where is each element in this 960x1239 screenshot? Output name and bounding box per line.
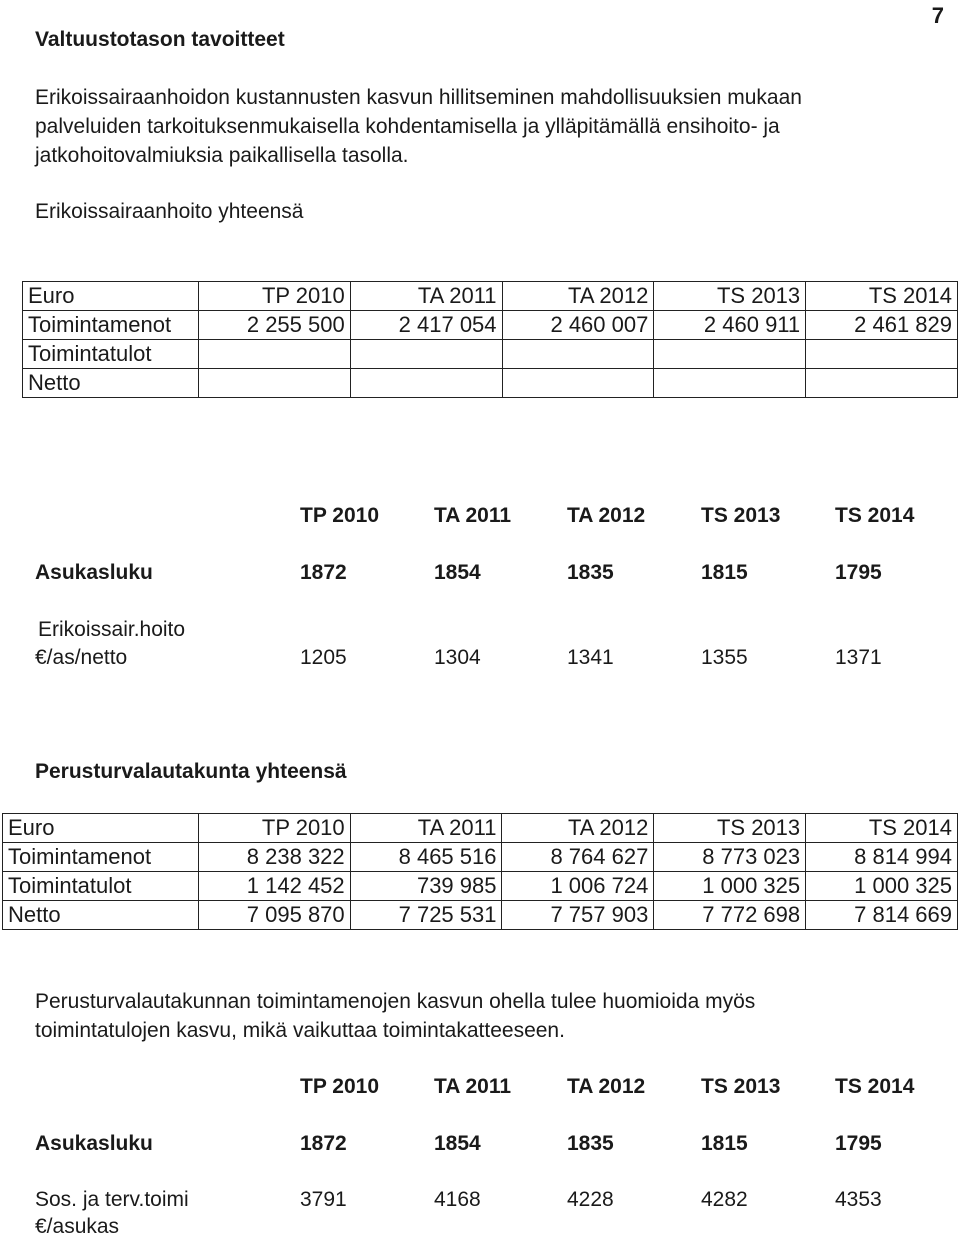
table-cell: TA 2012 (502, 282, 654, 311)
table-cell: 8 764 627 (502, 843, 654, 872)
table-cell: 7 757 903 (502, 901, 654, 930)
stats-value: 1835 (567, 1132, 614, 1155)
table-row (3, 872, 958, 901)
table-row (23, 340, 958, 369)
stats-row-label: Sos. ja terv.toimi (35, 1188, 189, 1211)
table-row (3, 901, 958, 930)
stats-value: 1341 (567, 646, 614, 669)
stats-column-header: TA 2012 (567, 504, 646, 527)
page-heading: Valtuustotason tavoitteet (35, 28, 285, 51)
table-cell: 8 238 322 (198, 843, 350, 872)
stats-value: 1205 (300, 646, 347, 669)
stats-column-header: TA 2011 (434, 504, 512, 527)
table-cell (502, 340, 654, 369)
table-cell: 7 814 669 (806, 901, 958, 930)
table-cell: 7 725 531 (350, 901, 502, 930)
stats-row-label: Asukasluku (35, 561, 153, 584)
table-cell: TP 2010 (198, 814, 350, 843)
stats-value: 1835 (567, 561, 614, 584)
table-cell: TS 2014 (806, 282, 958, 311)
stats-column-header: TP 2010 (300, 1075, 380, 1098)
stats-value: 1795 (835, 1132, 882, 1155)
table-header-row (23, 282, 958, 311)
table-header-row (3, 814, 958, 843)
table-cell: 7 772 698 (654, 901, 806, 930)
stats-value: 1872 (300, 1132, 347, 1155)
stats-row-label: €/as/netto (35, 646, 128, 669)
table-cell: Netto (23, 369, 199, 398)
table-cell: 2 417 054 (350, 311, 502, 340)
stats-value: 4282 (701, 1188, 748, 1211)
stats-value: 1355 (701, 646, 748, 669)
stats-value: 1795 (835, 561, 882, 584)
table-cell (502, 369, 654, 398)
table-cell: 739 985 (350, 872, 502, 901)
table-cell: TA 2011 (350, 282, 502, 311)
table-cell (350, 369, 502, 398)
table-cell: Euro (23, 282, 199, 311)
table-cell: Toimintatulot (23, 340, 199, 369)
stats-value: 1854 (434, 561, 481, 584)
stats-value: 1815 (701, 1132, 748, 1155)
table-row (23, 369, 958, 398)
table-cell: Toimintamenot (3, 843, 199, 872)
intro-line: palveluiden tarkoituksenmukaisella kohdentamisella ja ylläpitämällä ensihoito- ja (35, 115, 780, 138)
stats-column-header: TS 2014 (835, 1075, 915, 1098)
table-cell: Euro (3, 814, 199, 843)
stats-value: 4228 (567, 1188, 614, 1211)
table-cell: TS 2014 (806, 814, 958, 843)
section-title: Perusturvalautakunta yhteensä (35, 760, 347, 783)
stats-column-header: TS 2014 (835, 504, 915, 527)
stats-column-header: TS 2013 (701, 504, 781, 527)
table-cell (806, 340, 958, 369)
stats-row-label: €/asukas (35, 1215, 120, 1238)
table-cell: Toimintatulot (3, 872, 199, 901)
table-cell: TA 2011 (350, 814, 502, 843)
budget-table-1 (22, 281, 958, 398)
stats-column-header: TA 2012 (567, 1075, 646, 1098)
intro-line: Erikoissairaanhoidon kustannusten kasvun hillitseminen mahdollisuuksien mukaan (35, 86, 802, 109)
note-line: Perusturvalautakunnan toimintamenojen kasvun ohella tulee huomioida myös (35, 990, 756, 1013)
table-cell: TA 2012 (502, 814, 654, 843)
stats-value: 1872 (300, 561, 347, 584)
table-cell (350, 340, 502, 369)
stats-row-label: Erikoissair.hoito (38, 618, 186, 641)
table-cell: 1 000 325 (654, 872, 806, 901)
table-cell: TS 2013 (654, 814, 806, 843)
stats-value: 1304 (434, 646, 481, 669)
page-number: 7 (931, 3, 944, 28)
table-cell: Netto (3, 901, 199, 930)
table-cell (806, 369, 958, 398)
table-cell: 2 255 500 (198, 311, 350, 340)
stats-value: 1815 (701, 561, 748, 584)
stats-value: 1854 (434, 1132, 481, 1155)
table-row (23, 311, 958, 340)
section-title: Erikoissairaanhoito yhteensä (35, 200, 304, 223)
table-row (3, 843, 958, 872)
table-cell (198, 340, 350, 369)
stats-column-header: TA 2011 (434, 1075, 512, 1098)
intro-line: jatkohoitovalmiuksia paikallisella tasolla. (35, 144, 409, 167)
table-cell: 7 095 870 (198, 901, 350, 930)
stats-value: 4353 (835, 1188, 882, 1211)
table-cell: 8 814 994 (806, 843, 958, 872)
table-cell: 2 460 007 (502, 311, 654, 340)
table-cell: 1 006 724 (502, 872, 654, 901)
table-cell: Toimintamenot (23, 311, 199, 340)
stats-value: 1371 (835, 646, 882, 669)
note-line: toimintatulojen kasvu, mikä vaikuttaa toimintakatteeseen. (35, 1019, 565, 1042)
table-cell: 1 000 325 (806, 872, 958, 901)
table-cell: 2 461 829 (806, 311, 958, 340)
stats-value: 3791 (300, 1188, 347, 1211)
stats-value: 4168 (434, 1188, 481, 1211)
table-cell: 8 465 516 (350, 843, 502, 872)
table-cell: 1 142 452 (198, 872, 350, 901)
stats-column-header: TS 2013 (701, 1075, 781, 1098)
budget-table-2 (2, 813, 958, 930)
stats-row-label: Asukasluku (35, 1132, 153, 1155)
table-cell: 8 773 023 (654, 843, 806, 872)
table-cell: 2 460 911 (654, 311, 806, 340)
table-cell (654, 369, 806, 398)
table-cell (654, 340, 806, 369)
table-cell: TS 2013 (654, 282, 806, 311)
table-cell (198, 369, 350, 398)
stats-column-header: TP 2010 (300, 504, 380, 527)
table-cell: TP 2010 (198, 282, 350, 311)
